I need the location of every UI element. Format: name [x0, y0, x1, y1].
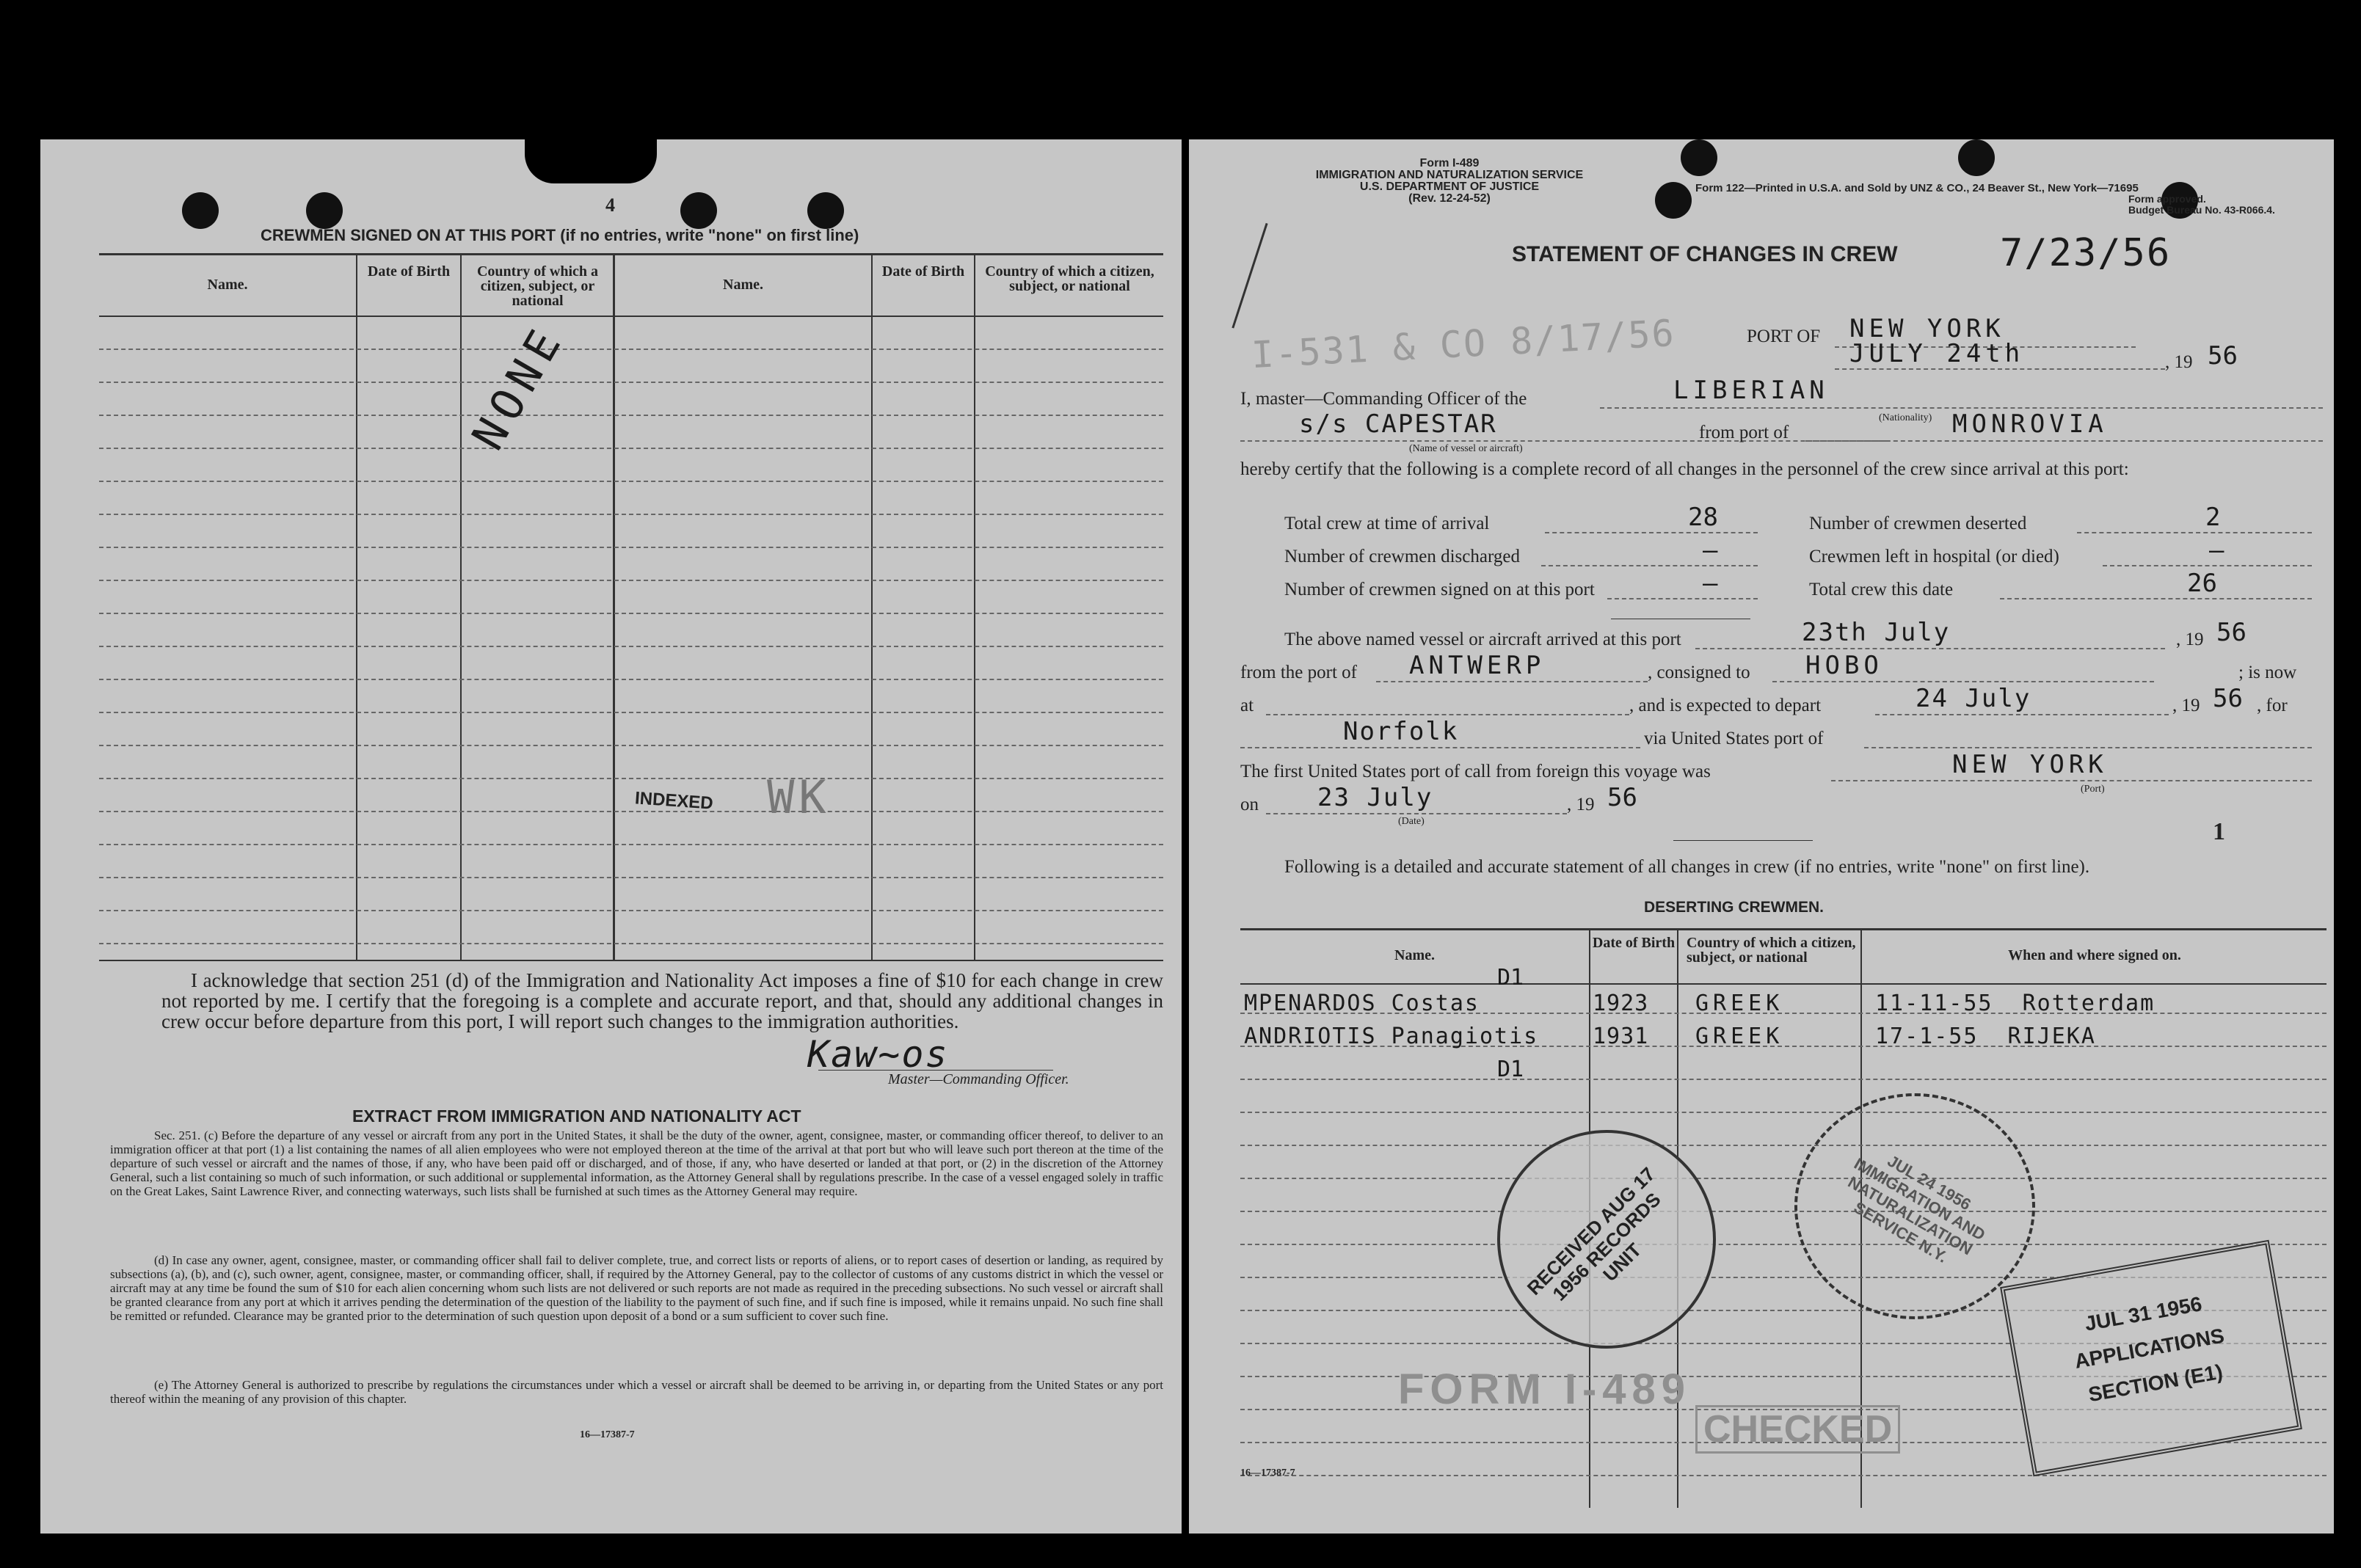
column-header-name: Name. — [1394, 947, 1435, 963]
port-label: PORT OF — [1747, 327, 1821, 346]
desertion-mark: D1 — [1497, 965, 1524, 991]
fill-line — [1875, 714, 2169, 715]
total-today-value: 26 — [2187, 569, 2217, 598]
table-ruled-line — [99, 481, 1163, 482]
deserting-title: DESERTING CREWMEN. — [1644, 899, 1825, 916]
column-header-dob: Date of Birth — [1592, 935, 1676, 951]
hospital-value: — — [2209, 536, 2229, 565]
fill-line — [2077, 532, 2312, 533]
handwritten-none: NONE — [462, 316, 575, 459]
fill-line — [1240, 747, 1640, 748]
print-code: 16—17387-7 — [580, 1429, 635, 1440]
nationality-caption: (Nationality) — [1879, 412, 1932, 423]
column-header-dob: Date of Birth — [367, 263, 451, 280]
at-label: at — [1240, 696, 1254, 715]
page-number: 4 — [605, 194, 615, 216]
on-year: 56 — [1607, 783, 1637, 812]
right-page — [1189, 139, 2334, 1534]
from-port-label: from port of — [1699, 423, 1789, 442]
table-ruled-line — [1240, 1211, 2327, 1212]
extract-title: EXTRACT FROM IMMIGRATION AND NATIONALITY ACT — [352, 1106, 801, 1126]
year-label: , 19 — [2176, 630, 2204, 649]
depart-value: 24 July — [1916, 684, 2031, 713]
table-ruled-line — [99, 514, 1163, 515]
total-arrival-label: Total crew at time of arrival — [1284, 514, 1490, 533]
table-ruled-line — [1240, 1244, 2327, 1245]
applications-stamp-text: JUL 31 1956 APPLICATIONS SECTION (E1) — [2073, 1292, 2226, 1407]
first-port-value: NEW YORK — [1952, 750, 2108, 779]
immigration-stamp-text: JUL 24 1956 IMMIGRATION AND NATURALIZATION SERVICE N.Y. — [1844, 1151, 1989, 1266]
master-label: I, master—Commanding Officer of the — [1240, 389, 1527, 409]
extract-section-c: Sec. 251. (c) Before the departure of any vessel or aircraft from any port in the United States, it shall be the duty of the owner, agent, consignee, master, or commanding officer thereof, to deliver to an immigration officer at that port (1) a list containing the names of all alien employees who were not employed thereon at the time of the arrival at that port but who will leave such port thereon at the time of the departure of such vessel or aircraft and the names of those, if any, who have been paid off or discharged, and of those, if any, who have deserted or landed at that port, or (2) in the discretion of the Attorney General, such a list containing so much of such information, or such additional or supplemental information, as the Attorney General shall by regulations prescribe. In the case of a vessel engaged solely in traffic on the Great Lakes, Saint Lawrence River, and connecting waterways, such lists shall be furnished at such times as the Attorney General may require. — [110, 1128, 1163, 1198]
via-label: via United States port of — [1644, 729, 1824, 748]
signature-line — [818, 1070, 1053, 1071]
form-stamp: FORM I-489 — [1398, 1365, 1692, 1413]
table-cell-name: MPENARDOS Costas — [1244, 991, 1480, 1016]
table-top-rule — [99, 253, 1163, 255]
torn-edge — [525, 139, 657, 183]
page-number: 1 — [2213, 818, 2225, 845]
table-ruled-line — [99, 778, 1163, 779]
on-label: on — [1240, 795, 1259, 814]
is-now-label: ; is now — [2238, 663, 2297, 682]
following-text: Following is a detailed and accurate statement of all changes in crew (if no entries, write "none" on first line). — [1284, 857, 2090, 877]
vessel-line — [1240, 440, 1886, 442]
form-number-header: Form I-489 IMMIGRATION AND NATURALIZATION SERVICE U.S. DEPARTMENT OF JUSTICE (Rev. 12-24-52) — [1315, 157, 1584, 205]
year-value: 56 — [2208, 341, 2238, 371]
vessel-caption: (Name of vessel or aircraft) — [1409, 443, 1523, 454]
table-cell-country: GREEK — [1695, 1024, 1784, 1049]
table-ruled-line — [99, 877, 1163, 878]
arrived-label: The above named vessel or aircraft arrived at this port — [1284, 630, 1681, 649]
punch-hole — [680, 192, 717, 229]
extract-section-e: (e) The Attorney General is authorized to prescribe by regulations the circumstances under which a vessel or aircraft shall be deemed to be arriving in, or departing from the United States or any port thereof within the meaning of any provision of this chapter. — [110, 1378, 1163, 1406]
year-label: , 19 — [1567, 795, 1595, 814]
fill-line — [1541, 565, 1758, 566]
total-today-label: Total crew this date — [1809, 580, 1954, 599]
handwritten-date: 7/23/56 — [2000, 231, 2172, 275]
port-value: NEW YORK — [1849, 314, 2005, 343]
discharged-value: — — [1703, 536, 1722, 565]
table-ruled-line — [99, 943, 1163, 944]
table-top-rule — [1240, 928, 2327, 930]
table-ruled-line — [99, 349, 1163, 350]
table-cell-signed: 11-11-55 Rotterdam — [1875, 991, 2156, 1016]
column-header-name: Name. — [207, 277, 248, 293]
applications-stamp — [2000, 1240, 2302, 1477]
column-divider — [460, 253, 462, 960]
consigned-label: , consigned to — [1648, 663, 1750, 682]
table-ruled-line — [99, 679, 1163, 680]
table-header-rule — [99, 316, 1163, 317]
hospital-label: Crewmen left in hospital (or died) — [1809, 547, 2059, 566]
acknowledgement-text: I acknowledge that section 251 (d) of the Immigration and Nationality Act imposes a fine of $10 for each change in crew not reported by me. I certify that the foregoing is a complete and accurate report, and that, should any additional changes in crew occur before departure from this port, I will report such changes to the immigration authorities. — [161, 969, 1163, 1032]
punch-hole — [182, 192, 219, 229]
table-ruled-line — [99, 712, 1163, 713]
fill-line — [1545, 532, 1758, 533]
consigned-value: HOBO — [1805, 651, 1883, 680]
table-ruled-line — [99, 382, 1163, 383]
depart-year: 56 — [2213, 684, 2243, 713]
table-ruled-line — [99, 415, 1163, 416]
indexed-initials: WK — [767, 770, 831, 824]
fill-line — [2103, 565, 2312, 566]
certify-text: hereby certify that the following is a complete record of all changes in the personnel of the crew since arrival at this port: — [1240, 459, 2129, 479]
table-cell-name: ANDRIOTIS Panagiotis — [1244, 1024, 1539, 1049]
fill-line — [1831, 780, 2312, 781]
nationality-value: LIBERIAN — [1673, 376, 1829, 405]
table-ruled-line — [99, 844, 1163, 845]
vessel-value: s/s CAPESTAR — [1299, 409, 1497, 439]
punch-hole — [306, 192, 343, 229]
from-port2-label: from the port of — [1240, 663, 1357, 682]
table-cell-country: GREEK — [1695, 991, 1784, 1016]
table-cell-dob: 1923 — [1593, 991, 1649, 1016]
depart-label: , and is expected to depart — [1629, 696, 1822, 715]
printer-line: Form 122—Printed in U.S.A. and Sold by UNZ & CO., 24 Beaver St., New York—71695 — [1695, 182, 2139, 194]
arrived-year: 56 — [2216, 618, 2247, 647]
deserted-label: Number of crewmen deserted — [1809, 514, 2027, 533]
fill-line — [1772, 681, 2154, 682]
received-stamp — [1497, 1130, 1716, 1349]
punch-hole — [1958, 139, 1995, 176]
column-divider — [871, 253, 873, 960]
table-cell-dob: 1931 — [1593, 1024, 1649, 1049]
on-value: 23 July — [1317, 783, 1433, 812]
fill-line — [1695, 648, 2165, 649]
destination-value: Norfolk — [1343, 717, 1459, 746]
nationality-line — [1600, 407, 2323, 409]
separator-rule — [1673, 840, 1813, 841]
column-divider — [974, 253, 975, 960]
from-port2-value: ANTWERP — [1409, 651, 1546, 680]
pen-stroke — [1232, 223, 1309, 342]
immigration-stamp — [1794, 1093, 2035, 1319]
date-caption: (Date) — [1398, 816, 1425, 827]
signature-caption: Master—Commanding Officer. — [888, 1071, 1069, 1087]
punch-hole — [1681, 139, 1717, 176]
table-ruled-line — [99, 646, 1163, 647]
column-divider — [356, 253, 357, 960]
fill-line — [2000, 598, 2312, 599]
indexed-stamp: INDEXED — [634, 788, 714, 814]
extract-section-d: (d) In case any owner, agent, consignee, master, or commanding officer shall fail to deliver complete, true, and correct lists or reports of aliens, or to report cases of desertion or landing, as required by subsections (a), (b), and (c), such owner, agent, consignee, master, or commanding officer, shall, if required by the Attorney General, pay to the collector of customs of any customs district in which the vessel or aircraft may at any time be found the sum of $10 for each alien concerning whom such lists are not delivered or such reports are not made as required in the preceding subsections. No such vessel or aircraft shall be granted clearance from any port at which it arrives pending the determination of the question of the liability to the payment of such fine, and if such fine is imposed, while it remains unpaid. No such fine shall be remitted or refunded. Clearance may be granted prior to the determination of such question upon deposit of a bond or a sum sufficient to cover such fine. — [110, 1253, 1163, 1323]
table-ruled-line — [99, 580, 1163, 581]
punch-hole — [1655, 182, 1692, 219]
table-ruled-line — [1240, 1112, 2327, 1113]
deserted-value: 2 — [2205, 503, 2225, 532]
table-ruled-line — [1240, 1178, 2327, 1179]
table-ruled-line — [1240, 1079, 2327, 1080]
table-ruled-line — [99, 811, 1163, 812]
signed-on-label: Number of crewmen signed on at this port — [1284, 580, 1595, 599]
port-caption: (Port) — [2081, 784, 2105, 795]
faint-annotation: I-531 & CO 8/17/56 — [1250, 311, 1676, 377]
fill-line — [1864, 747, 2312, 748]
from-port-value: MONROVIA — [1952, 409, 2108, 439]
column-header-country: Country of which a citizen, subject, or national — [476, 263, 598, 309]
column-header-dob: Date of Birth — [881, 263, 965, 280]
table-ruled-line — [99, 547, 1163, 548]
date-value: JULY 24th — [1849, 339, 2025, 368]
column-header-country: Country of which a citizen, subject, or national — [985, 263, 1154, 294]
table-ruled-line — [1240, 1145, 2327, 1146]
desertion-mark: D1 — [1497, 1057, 1524, 1082]
year-label: , 19 — [2172, 696, 2200, 715]
column-header-signed: When and where signed on. — [2008, 947, 2181, 963]
discharged-label: Number of crewmen discharged — [1284, 547, 1520, 566]
print-code: 16—17387-7 — [1240, 1467, 1295, 1478]
table-bottom-rule — [99, 960, 1163, 961]
crewmen-signed-title: CREWMEN SIGNED ON AT THIS PORT (if no entries, write "none" on first line) — [261, 226, 859, 244]
column-divider — [613, 253, 615, 960]
table-ruled-line — [1240, 1475, 2327, 1476]
punch-hole — [807, 192, 844, 229]
received-stamp-text: RECEIVED AUG 17 1956 RECORDS UNIT — [1522, 1162, 1665, 1305]
total-arrival-value: 28 — [1688, 503, 1718, 532]
table-ruled-line — [99, 448, 1163, 449]
year-label: , 19 — [2165, 352, 2193, 372]
fill-line — [1266, 813, 1567, 814]
column-header-country: Country of which a citizen, subject, or national — [1687, 935, 1856, 966]
table-header-rule — [1240, 983, 2327, 985]
table-ruled-line — [99, 910, 1163, 911]
signed-on-value: — — [1703, 569, 1722, 598]
from-port-line — [1805, 440, 2323, 442]
form-approved: Form approved. Budget Bureau No. 43-R066.4. — [2128, 193, 2275, 216]
table-ruled-line — [99, 745, 1163, 746]
fill-line — [1607, 598, 1758, 599]
for-label: , for — [2257, 696, 2288, 715]
table-cell-signed: 17-1-55 RIJEKA — [1875, 1024, 2096, 1049]
table-ruled-line — [99, 613, 1163, 614]
fill-line — [1376, 681, 1648, 682]
date-line — [1835, 368, 2165, 370]
first-port-label: The first United States port of call from foreign this voyage was — [1240, 762, 1711, 781]
master-signature: Kaw~os — [807, 1033, 949, 1076]
left-page — [40, 139, 1182, 1534]
fill-line — [1266, 714, 1629, 715]
statement-title: STATEMENT OF CHANGES IN CREW — [1512, 242, 1898, 266]
arrived-value: 23th July — [1802, 618, 1951, 647]
checked-stamp: CHECKED — [1695, 1405, 1900, 1454]
column-header-name: Name. — [723, 277, 763, 293]
